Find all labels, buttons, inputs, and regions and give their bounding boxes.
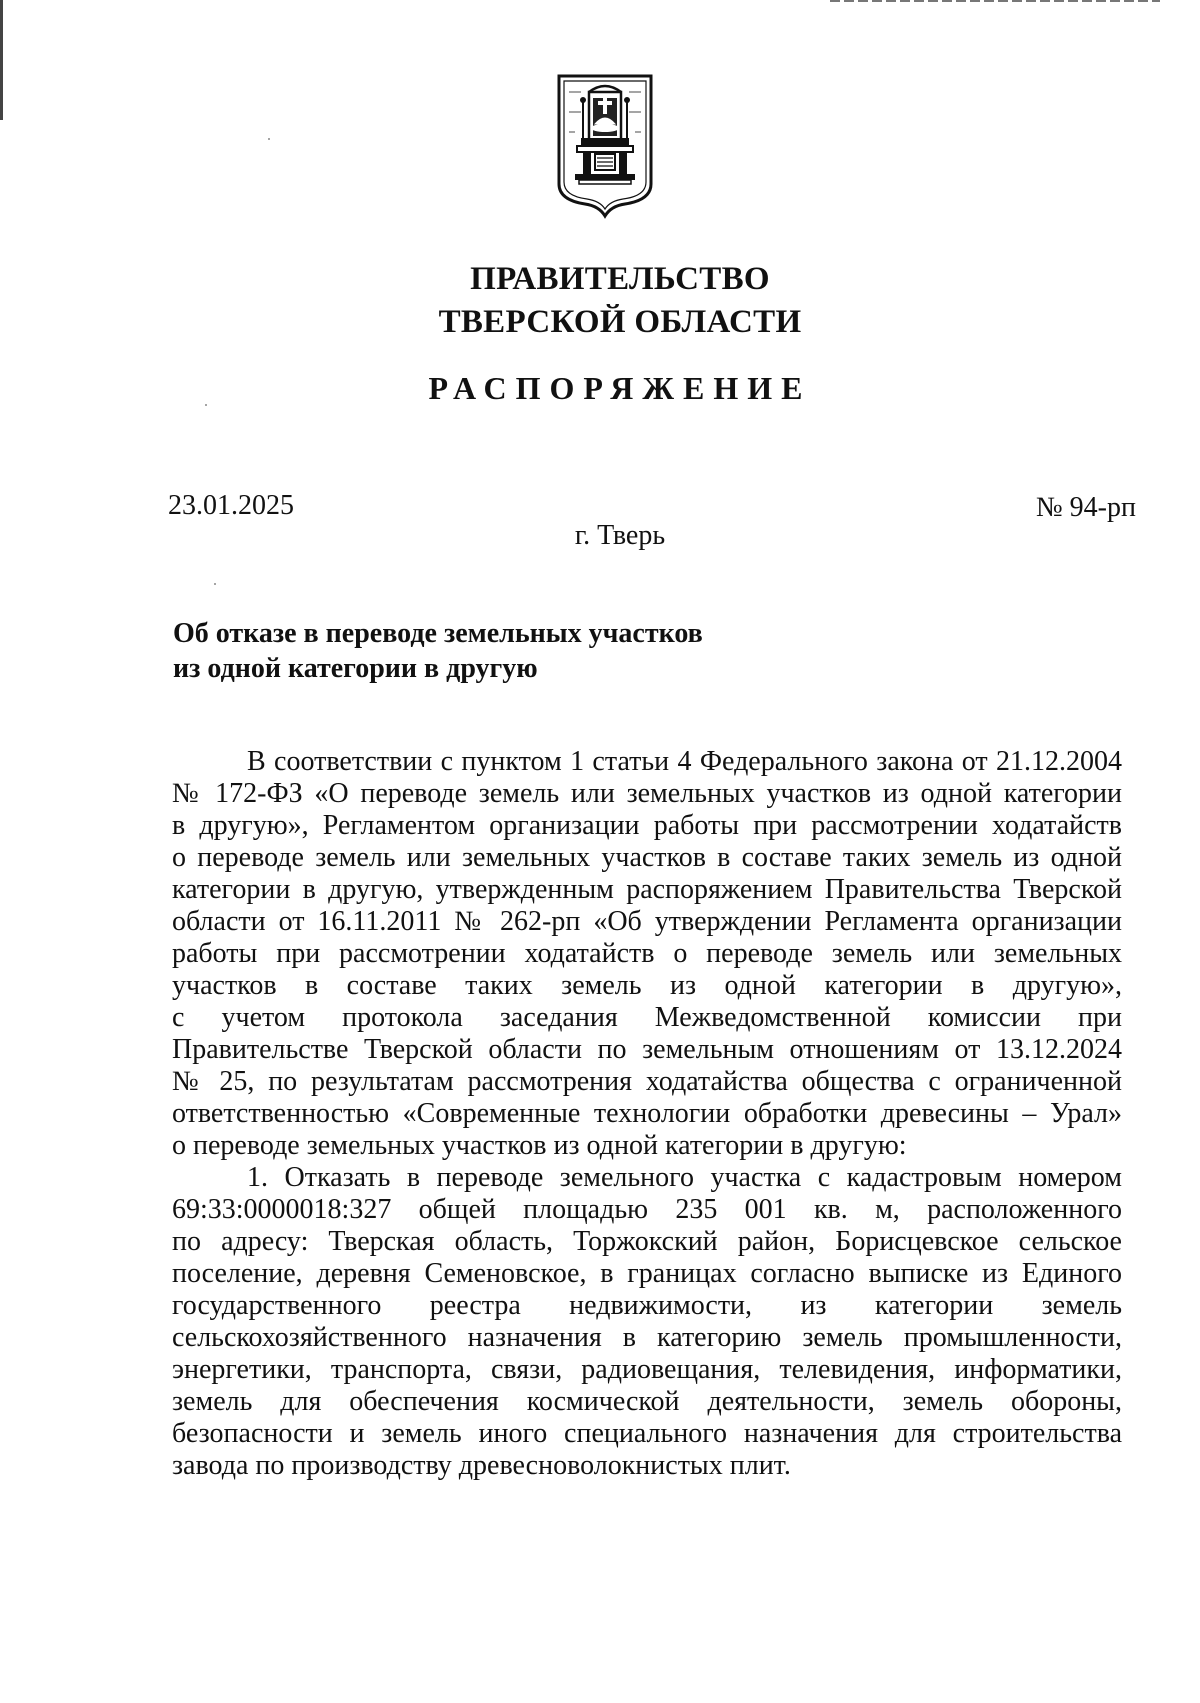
item1-line: сельскохозяйственного назначения в категорию земель промышленности, xyxy=(172,1322,1122,1353)
item1-line: государственного реестра недвижимости, из категории земель xyxy=(172,1290,1122,1321)
preamble-line: работы при рассмотрении ходатайств о переводе земель или земельных xyxy=(172,938,1122,969)
preamble-line: № 172-ФЗ «О переводе земель или земельных участков из одной категории xyxy=(172,778,1122,809)
document-city: г. Тверь xyxy=(574,520,666,551)
preamble-line: участков в составе таких земель из одной категории в другую», xyxy=(172,970,1122,1001)
item1-line: по адресу: Тверская область, Торжокский район, Борисцевское сельское xyxy=(172,1226,1122,1257)
preamble-line: ответственностью «Современные технологии обработки древесины – Урал» xyxy=(172,1098,1122,1129)
scan-speck xyxy=(268,138,270,140)
item1-line: поселение, деревня Семеновское, в границах согласно выписке из Единого xyxy=(172,1258,1122,1289)
scan-edge-mark xyxy=(0,0,3,120)
document-date: 23.01.2025 xyxy=(168,490,294,521)
preamble-line: В соответствии с пунктом 1 статьи 4 Федерального закона от 21.12.2004 xyxy=(247,746,1122,777)
item1-line: 1. Отказать в переводе земельного участка с кадастровым номером xyxy=(247,1162,1122,1193)
item1-line: безопасности и земель иного специального назначения для строительства xyxy=(172,1418,1122,1449)
preamble-line: о переводе земель или земельных участков в составе таких земель из одной xyxy=(172,842,1122,873)
scan-edge-mark xyxy=(830,0,1160,2)
item1-line: земель для обеспечения космической деятельности, земель обороны, xyxy=(172,1386,1122,1417)
preamble-line: в другую», Регламентом организации работы при рассмотрении ходатайств xyxy=(172,810,1122,841)
preamble-line: категории в другую, утвержденным распоряжением Правительства Тверской xyxy=(172,874,1122,905)
preamble-line: Правительстве Тверской области по земельным отношениям от 13.12.2024 xyxy=(172,1034,1122,1065)
document-title-line1: Об отказе в переводе земельных участков xyxy=(173,618,703,649)
scan-speck xyxy=(214,583,216,585)
item1-line: энергетики, транспорта, связи, радиовещания, телевидения, информатики, xyxy=(172,1354,1122,1385)
item1-line: завода по производству древесноволокнистых плит. xyxy=(172,1450,791,1481)
item1-line: 69:33:0000018:327 общей площадью 235 001 кв. м, расположенного xyxy=(172,1194,1122,1225)
document-number: № 94-рп xyxy=(1035,492,1136,523)
document-title xyxy=(173,616,873,686)
preamble-line: № 25, по результатам рассмотрения ходатайства общества с ограниченной xyxy=(172,1066,1122,1097)
organization-heading xyxy=(0,258,1200,344)
tver-coat-of-arms-icon xyxy=(555,72,655,224)
preamble-line: с учетом протокола заседания Межведомственной комиссии при xyxy=(172,1002,1122,1033)
organization-name-line1: ПРАВИТЕЛЬСТВО xyxy=(470,261,770,297)
document-title-line2: из одной категории в другую xyxy=(173,653,538,684)
document-type-heading: РАСПОРЯЖЕНИЕ xyxy=(428,370,812,406)
preamble-line: о переводе земельных участков из одной категории в другую: xyxy=(172,1130,907,1161)
document-body xyxy=(172,746,1122,1482)
organization-name-line2: ТВЕРСКОЙ ОБЛАСТИ xyxy=(438,304,802,340)
preamble-line: области от 16.11.2011 № 262-рп «Об утверждении Регламента организации xyxy=(172,906,1122,937)
